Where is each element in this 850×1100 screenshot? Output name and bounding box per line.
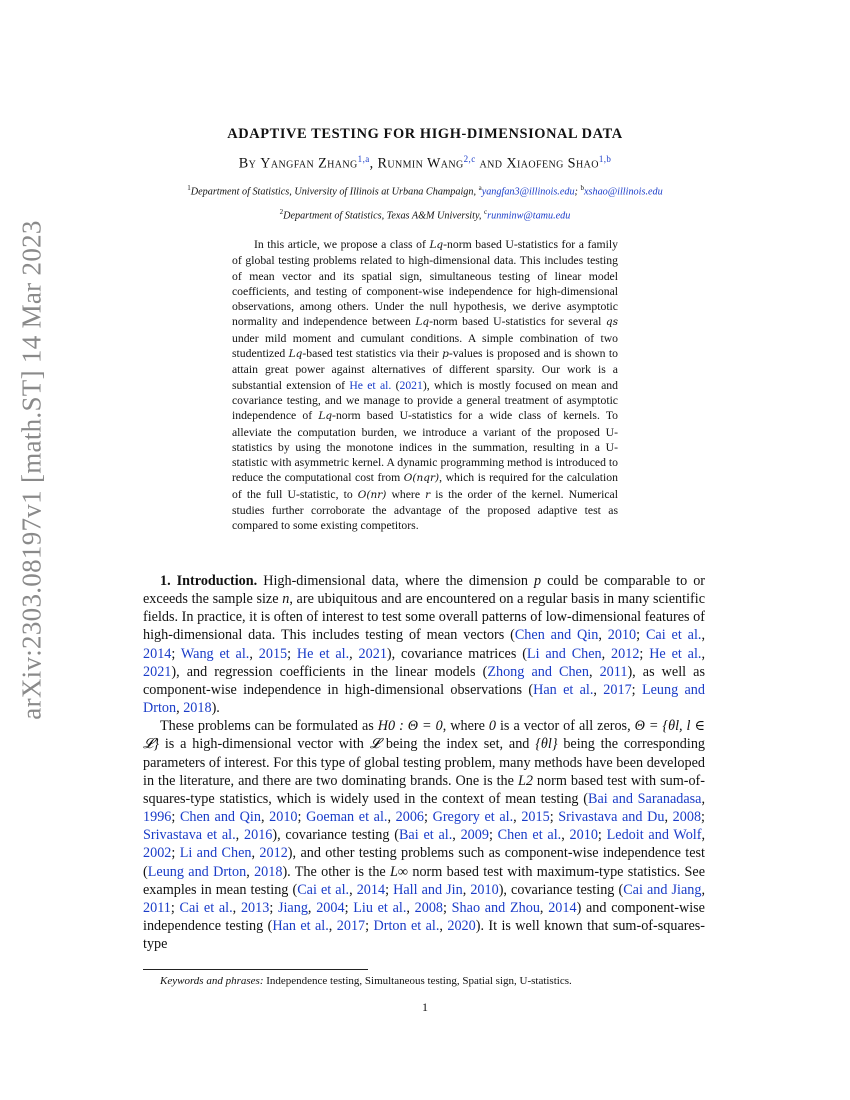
citation-link[interactable]: Chen and Qin [514, 627, 599, 644]
body-text: ; [597, 827, 607, 844]
citation-link[interactable]: Zhong and Chen [487, 663, 589, 680]
email-marker: a [478, 184, 482, 192]
citation-link[interactable]: 2002 [143, 845, 172, 862]
body-text: , [246, 863, 255, 880]
citation-link[interactable]: Cai et al. [179, 899, 233, 916]
citation-link[interactable]: 2012 [611, 645, 640, 662]
body-text: is a vector of all zeros, [496, 718, 635, 735]
body-text: High-dimensional data, where the dimension [257, 573, 534, 589]
abstract-text: -norm based U-statistics for a wide class of kernels. To alleviate the computation burden, we introduce a variant of the proposed U-statistics by using the monotone indices in the summation, resulting in a U-statistic with asymmetric kernel. A dynamic programming method is introduced to reduce the computational cost from [232, 409, 618, 485]
author-separator: , [369, 155, 374, 172]
email-marker: b [580, 184, 584, 192]
abstract-text: under mild moment and cumulant conditions. A simple combination of two studentized [232, 331, 618, 361]
body-text: , [701, 645, 705, 662]
body-text: ). The other is the [282, 863, 391, 880]
body-text: , [513, 809, 522, 826]
author-affiliation-marker[interactable]: 1,b [598, 154, 612, 164]
citation-link[interactable]: Li and Chen [526, 645, 602, 662]
citation-link[interactable]: 2016 [244, 827, 273, 844]
body-text: ; [639, 645, 650, 662]
citation-link[interactable]: Gregory et al. [432, 809, 514, 826]
arxiv-identifier: arXiv:2303.08197v1 [math.ST] 14 Mar 2023 [16, 220, 47, 720]
intro-paragraph-1 [143, 572, 705, 717]
body-text: norm based test with sum-of-squares-type statistics, which is widely used in the context of mean testing ( [143, 772, 705, 807]
arxiv-side-stamp [6, 220, 58, 720]
keywords-text: Independence testing, Simultaneous testing, Spatial sign, U-statistics. [263, 975, 572, 987]
citation-link[interactable]: 2017 [603, 681, 632, 698]
body-text: ; [365, 917, 374, 934]
email-marker: c [484, 208, 488, 216]
abstract-text: -based test statistics via their [302, 347, 443, 361]
body-text: , [561, 827, 570, 844]
citation-link[interactable]: 2020 [447, 917, 476, 934]
body-text: ), covariance testing ( [498, 881, 624, 898]
author-affiliation-marker[interactable]: 2,c [463, 154, 476, 164]
citation-link[interactable]: Shao and Zhou [451, 899, 540, 916]
math-symbol: p [442, 348, 449, 361]
body-text: ) and component-wise independence testing ( [143, 899, 705, 934]
citation-link[interactable]: Leung and Drton [143, 681, 705, 717]
math-symbol: H0 : Θ = 0 [377, 718, 443, 735]
citation-link[interactable]: He et al. [649, 645, 702, 662]
citation-link[interactable]: 2017 [336, 917, 366, 934]
citation-link[interactable]: Wang et al. [180, 645, 250, 662]
author-name: Yangfan Zhang [260, 155, 358, 172]
email-link[interactable]: xshao@illinois.edu [584, 186, 663, 198]
citation-link[interactable]: 2021 [399, 378, 423, 392]
math-symbol: O(nqr) [403, 472, 440, 485]
math-symbol: Θ = {θl, l ∈ 𝓛} [143, 718, 705, 753]
body-text: ), and regression coefficients in the linear models ( [171, 663, 488, 680]
body-text: ; [171, 845, 180, 862]
body-text: ; [636, 627, 646, 644]
citation-link[interactable]: 2015 [258, 645, 288, 662]
body-text: , [307, 899, 317, 916]
citation-link[interactable]: 2008 [414, 899, 444, 916]
citation-link[interactable]: Han et al. [272, 917, 329, 934]
email-link[interactable]: runminw@tamu.edu [487, 210, 571, 222]
body-text: ; [385, 881, 394, 898]
body-text: , [598, 627, 608, 644]
page-number: 1 [422, 1000, 428, 1014]
math-symbol: O(nr) [357, 488, 387, 501]
abstract-text: is the order of the kernel. Numerical studies further corroborate the advantage of the proposed adaptive test as compared to some existing competitors. [232, 487, 618, 533]
body-text: , [406, 899, 415, 916]
body-text: , [249, 645, 259, 662]
body-text: is a high-dimensional vector with [159, 736, 370, 753]
body-text: ; [344, 899, 354, 916]
abstract-text: -norm based U-statistics for a family of global testing problems related to high-dimensional data. This includes testing of mean vector and its spatial sign, simultaneous testing of linear model coefficients, and testing of component-wise independence for high-dimensional observations, among others. Under the null hypothesis, we derive asymptotic normality and independence between [232, 238, 618, 329]
body-text: , [176, 700, 184, 717]
citation-link[interactable]: 2018 [254, 863, 283, 880]
citation-link[interactable]: 1996 [143, 809, 172, 826]
body-text: , [701, 881, 706, 898]
body-text: , [701, 790, 706, 807]
citation-link[interactable]: 2018 [183, 700, 212, 717]
body-text: being the index set, and [380, 736, 536, 753]
citation-link[interactable]: 2006 [395, 809, 424, 826]
body-text: ). [211, 700, 220, 717]
abstract-text: ) [422, 378, 427, 392]
citation-link[interactable]: Liu et al. [353, 899, 407, 916]
math-symbol: Lq [318, 410, 333, 423]
body-text: , [387, 809, 396, 826]
citation-link[interactable]: 2010 [470, 881, 499, 898]
citation-link[interactable]: Leung and Drton [147, 863, 247, 880]
citation-link[interactable]: Cai et al. [645, 627, 702, 644]
math-symbol: n [282, 591, 290, 608]
affiliation-text: Department of Statistics, Texas A&M University, [283, 210, 482, 222]
body-text: norm based test with maximum-type statistics. See examples in mean testing ( [143, 863, 705, 898]
body-text: could be comparable to or exceeds the sample size [143, 573, 706, 608]
math-symbol: 0 [488, 718, 496, 735]
section-heading: 1. Introduction. [160, 573, 258, 589]
body-text: , [232, 899, 241, 916]
citation-link[interactable]: Chen et al. [497, 827, 562, 844]
math-symbol: r [425, 488, 431, 501]
citation-link[interactable]: Han et al. [533, 681, 594, 698]
affiliation-number: 1 [187, 184, 191, 192]
body-text: , [349, 881, 357, 898]
abstract-text: , which is required for the calculation of the full U-statistic, to [232, 471, 618, 501]
citation-link[interactable]: 2015 [521, 809, 550, 826]
introduction-section [143, 572, 705, 953]
citation-link[interactable]: Drton et al. [373, 917, 440, 934]
body-text: , [452, 827, 461, 844]
citation-link[interactable]: Bai et al. [398, 827, 453, 844]
footnote-divider [143, 969, 368, 970]
citation-link[interactable]: Li and Chen [179, 845, 252, 862]
math-symbol: {θl} [535, 736, 558, 753]
abstract-text: , which is mostly focused on mean and covariance testing, and we manage to provide a general treatment of asymptotic independence of [232, 378, 618, 423]
body-text: ), and other testing problems such as component-wise independence test ( [143, 845, 705, 880]
body-text: ; [171, 645, 181, 662]
author-affiliation-marker[interactable]: 1,a [357, 154, 370, 164]
math-symbol: Lq [288, 348, 303, 361]
abstract-text: where [386, 487, 426, 501]
citation-link[interactable]: 2012 [259, 845, 288, 862]
math-symbol: Lq [429, 239, 444, 251]
body-text: ; [297, 809, 307, 826]
citation-link[interactable]: 2014 [548, 899, 577, 916]
body-text: , [601, 645, 612, 662]
citation-link[interactable]: Srivastava and Du [558, 809, 665, 826]
abstract-text: In this article, we propose a class of [254, 238, 430, 251]
citation-link[interactable]: Bai and Saranadasa [587, 790, 702, 807]
math-symbol: 𝓛 [369, 736, 381, 753]
math-symbol: L∞ [390, 863, 409, 880]
body-text: , [349, 645, 359, 662]
citation-link[interactable]: 2021 [143, 663, 172, 680]
citation-link[interactable]: 2011 [143, 899, 171, 916]
math-symbol: Lq [415, 316, 430, 329]
body-text: , [588, 663, 600, 680]
affiliation-number: 2 [279, 208, 284, 216]
author-line [0, 154, 850, 173]
citation-link[interactable]: 2011 [599, 663, 628, 680]
citation-link[interactable]: Hall and Jin [393, 881, 463, 898]
citation-link[interactable]: 2013 [240, 899, 270, 916]
math-symbol: L2 [517, 772, 533, 789]
citation-link[interactable]: He et al. [296, 645, 350, 662]
body-text: being the corresponding parameters of interest. For this type of global testing problem, many methods have been developed in the literature, and there are two dominating brands. One is the [143, 736, 706, 789]
citation-link[interactable]: Chen and Qin [179, 809, 261, 826]
body-text: , [593, 681, 604, 698]
body-text: These problems can be formulated as [160, 718, 378, 735]
by-word: By [238, 155, 257, 172]
body-text: ), covariance matrices ( [386, 645, 527, 662]
keywords-label: Keywords and phrases: [160, 975, 264, 987]
citation-link[interactable]: Cai and Jiang [623, 881, 702, 898]
citation-link[interactable]: Srivastava et al. [143, 827, 236, 844]
math-symbol: qs [605, 316, 618, 329]
author-name: Runmin Wang [377, 155, 464, 172]
intro-paragraph-2 [143, 717, 705, 953]
citation-link[interactable]: 2014 [143, 645, 172, 662]
citation-link[interactable]: Cai et al. [297, 881, 350, 898]
body-text: ; [424, 809, 433, 826]
citation-link[interactable]: 2008 [672, 809, 702, 826]
body-text: , [701, 827, 705, 844]
body-text: , [235, 827, 244, 844]
author-name: Xiaofeng Shao [506, 155, 599, 172]
citation-link[interactable]: 2014 [356, 881, 386, 898]
body-text: ). It is well known that sum-of-squares-type [143, 917, 706, 953]
email-link[interactable]: yangfan3@illinois.edu [481, 186, 575, 198]
body-text: , are ubiquitous and are encountered on a regular basis in many scientific fields. In practice, it is often of interest to test some overall patterns of low-dimensional features of high-dimensional data. This includes testing of mean vectors ( [143, 591, 705, 644]
citation-link[interactable]: Jiang [277, 899, 308, 916]
citation-link[interactable]: 2010 [569, 827, 598, 844]
citation-link[interactable]: 2009 [460, 827, 489, 844]
body-text: ; [171, 809, 180, 826]
affiliation-1 [0, 184, 850, 197]
citation-link[interactable]: Ledoit and Wolf [606, 827, 702, 844]
abstract-text: -norm based U-statistics for several [429, 315, 606, 329]
body-text: ; [701, 809, 705, 826]
body-text: ; [488, 827, 498, 844]
abstract-text: -values is proposed and is shown to attain great power against alternatives of different sparsity. Our work is a substantial extension of [232, 347, 618, 392]
citation-link[interactable]: 2004 [316, 899, 345, 916]
body-text: ; [287, 645, 297, 662]
body-text: , [328, 917, 337, 934]
affiliation-text: Department of Statistics, University of Illinois at Urbana Champaign, [190, 186, 477, 198]
body-text: , [251, 845, 260, 862]
affiliation-2 [0, 208, 850, 221]
abstract-text: ( [391, 378, 400, 392]
body-text: ; [631, 681, 642, 698]
body-text: ; [170, 899, 180, 916]
paper-title: ADAPTIVE TESTING FOR HIGH-DIMENSIONAL DATA [227, 126, 623, 142]
body-text: , [539, 899, 549, 916]
body-text: , [439, 917, 448, 934]
and-word: and [479, 155, 503, 172]
body-text: , [664, 809, 673, 826]
citation-link[interactable]: He et al. [349, 378, 392, 392]
body-text: , [701, 627, 706, 644]
body-text: , [462, 881, 471, 898]
body-text: ), as well as component-wise independence in high-dimensional observations ( [143, 663, 705, 698]
body-text: ; [549, 809, 559, 826]
abstract [232, 237, 618, 534]
keywords-footnote [160, 975, 720, 987]
math-symbol: p [533, 573, 542, 589]
body-text: , where [442, 718, 489, 735]
body-text: ; [443, 899, 452, 916]
body-text: ), covariance testing ( [272, 827, 399, 844]
body-text: , [260, 809, 270, 826]
citation-link[interactable]: 2021 [358, 645, 387, 662]
citation-link[interactable]: 2010 [607, 627, 637, 644]
citation-link[interactable]: 2010 [269, 809, 298, 826]
citation-link[interactable]: Goeman et al. [306, 809, 388, 826]
email-separator: ; [574, 186, 578, 198]
body-text: ; [269, 899, 278, 916]
